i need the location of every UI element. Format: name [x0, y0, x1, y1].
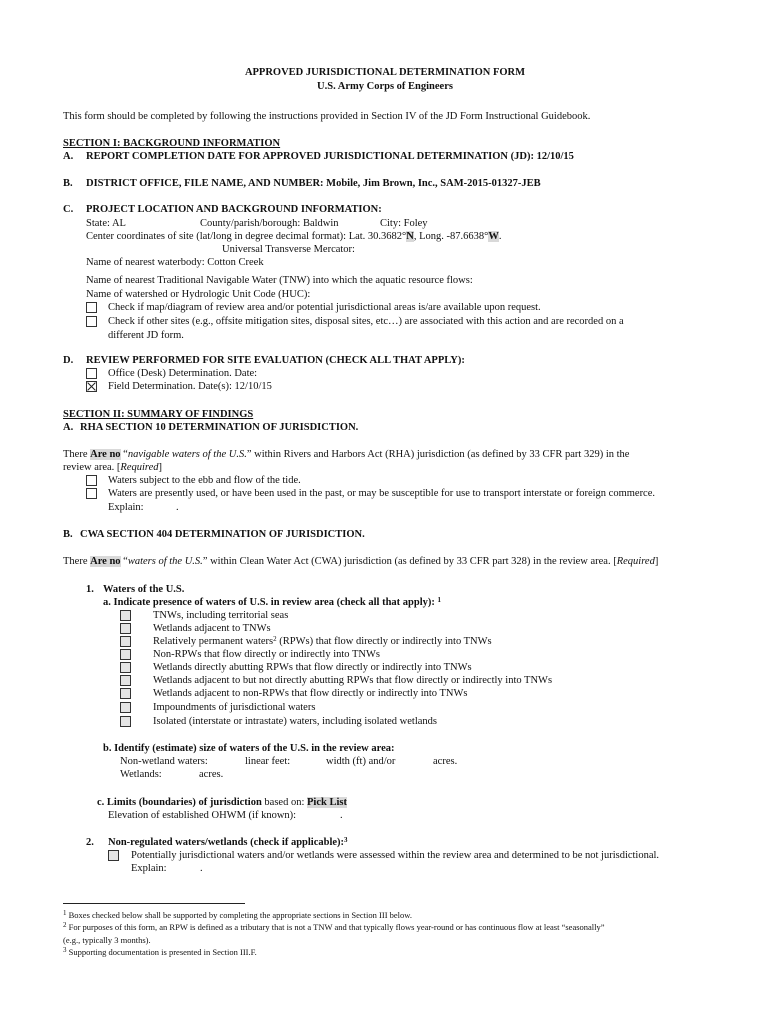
section2-heading: SECTION II: SUMMARY OF FINDINGS [63, 409, 254, 420]
waters-nonrpw-label: Non-RPWs that flow directly or indirectly into TNWs [153, 649, 380, 660]
section1-c-letter: C. [63, 204, 74, 215]
nonwetland-label: Non-wetland waters: [120, 756, 208, 767]
form-title: APPROVED JURISDICTIONAL DETERMINATION FORM [244, 67, 526, 78]
rha-explain-label: Explain: [108, 502, 144, 513]
office-determination-label: Office (Desk) Determination. Date: [108, 368, 258, 379]
section1-heading: SECTION I: BACKGROUND INFORMATION [63, 138, 281, 149]
rha-statement [63, 450, 629, 461]
district-office-label: DISTRICT OFFICE, FILE NAME, AND NUMBER: Mobile, Jim Brown, Inc., SAM-2015-01327-JEB [86, 178, 541, 189]
item1-label: Waters of the U.S. [103, 584, 185, 595]
footnote-1 [63, 911, 412, 920]
rha-navigable-waters: navigable waters of the U.S. [127, 449, 247, 460]
item1-number: 1. [86, 584, 94, 595]
non-regulated-explain-label: Explain: [131, 863, 167, 874]
waters-wetlands-tnw-checkbox[interactable] [120, 623, 131, 634]
item2-number: 2. [86, 837, 94, 848]
footnote-1-number: 1 [63, 909, 67, 917]
rha-statement-line2 [63, 463, 162, 474]
footnote-2-number: 2 [63, 921, 67, 929]
rha-statement-rest: ” within Rivers and Harbors Act (RHA) jurisdiction (as defined by 33 CFR part 329) in the [246, 449, 630, 460]
item2-label [108, 838, 348, 849]
footnote-3 [63, 948, 257, 957]
waters-abutting-rpw-label: Wetlands directly abutting RPWs that flow directly or indirectly into TNWs [153, 662, 472, 673]
waters-rpw-label [153, 637, 492, 648]
rha-review-area: review area. [ [63, 462, 121, 473]
nearest-waterbody: Name of nearest waterbody: Cotton Creek [86, 257, 264, 268]
other-sites-label-cont: different JD form. [108, 330, 184, 341]
waters-isolated-label: Isolated (interstate or intrastate) waters, including isolated wetlands [153, 716, 437, 727]
non-regulated-checkbox[interactable] [108, 850, 119, 861]
field-determination-label: Field Determination. Date(s): 12/10/15 [108, 381, 272, 392]
section2-a-letter: A. [63, 422, 74, 433]
waters-tnw-label: TNWs, including territorial seas [153, 610, 289, 621]
long-direction-dropdown[interactable]: W [488, 231, 499, 242]
form-subtitle: U.S. Army Corps of Engineers [317, 81, 453, 92]
section1-d-letter: D. [63, 355, 74, 366]
cwa-quote-open: “ [120, 556, 128, 567]
waters-abutting-rpw-checkbox[interactable] [120, 662, 131, 673]
rpw-footnote-ref: 2 [273, 635, 277, 643]
waters-adjacent-nonrpw-checkbox[interactable] [120, 688, 131, 699]
nonwetland-acres-label: acres. [433, 756, 458, 767]
ohwm-field[interactable]: . [340, 810, 343, 821]
waters-adjacent-rpw-checkbox[interactable] [120, 675, 131, 686]
waters-impoundments-label: Impoundments of jurisdictional waters [153, 702, 316, 713]
coordinates-prefix: Center coordinates of site (lat/long in degree decimal format): Lat. 30.3682° [86, 231, 407, 242]
waters-isolated-checkbox[interactable] [120, 716, 131, 727]
nearest-tnw: Name of nearest Traditional Navigable Water (TNW) into which the aquatic resource flows: [86, 275, 473, 286]
cwa-determination-label: CWA SECTION 404 DETERMINATION OF JURISDICTION. [80, 529, 365, 540]
rha-explain-field[interactable]: . [176, 502, 179, 513]
watershed-huc: Name of watershed or Hydrologic Unit Code (HUC): [86, 289, 311, 300]
waters-nonrpw-checkbox[interactable] [120, 649, 131, 660]
report-date-label: REPORT COMPLETION DATE FOR APPROVED JURISDICTIONAL DETERMINATION (JD): 12/10/15 [86, 151, 574, 162]
footnote-2-text: For purposes of this form, an RPW is defined as a tributary that is not a TNW and that typically flows year-round or has continuous flow at least “seasonally” [66, 922, 605, 932]
rha-quote-open: “ [120, 449, 128, 460]
cwa-statement [63, 557, 658, 568]
footnote-2-cont: (e.g., typically 3 months). [63, 935, 151, 945]
state-field: State: AL [86, 218, 126, 229]
coordinates-long: , Long. -87.6638° [413, 231, 489, 242]
other-sites-label: Check if other sites (e.g., offsite mitigation sites, disposal sites, etc…) are associated with this action and are recorded on a [108, 316, 624, 327]
rha-determination-label: RHA SECTION 10 DETERMINATION OF JURISDICTION. [80, 422, 359, 433]
item1a-text: a. Indicate presence of waters of U.S. in review area (check all that apply): [103, 597, 435, 608]
footnote-3-text: Supporting documentation is presented in Section III.F. [66, 947, 257, 957]
pick-list-dropdown[interactable]: Pick List [307, 797, 347, 808]
utm-field: Universal Transverse Mercator: [222, 244, 355, 255]
section2-b-letter: B. [63, 529, 73, 540]
item2-footnote-ref: 3 [344, 836, 348, 844]
rha-are-no-dropdown[interactable]: Are no [90, 449, 121, 460]
rha-there: There [63, 449, 88, 460]
tide-label: Waters subject to the ebb and flow of the tide. [108, 475, 301, 486]
waters-wetlands-tnw-label: Wetlands adjacent to TNWs [153, 623, 271, 634]
coordinates-line [86, 232, 501, 243]
rha-required: Required [120, 462, 159, 473]
waters-rpw-text: Relatively permanent waters [153, 636, 274, 647]
item2-text: Non-regulated waters/wetlands (check if applicable): [108, 837, 345, 848]
commerce-checkbox[interactable] [86, 488, 97, 499]
other-sites-checkbox[interactable] [86, 316, 97, 327]
item1a-label [103, 598, 441, 609]
waters-adjacent-rpw-label: Wetlands adjacent to but not directly abutting RPWs that flow directly or indirectly into TNWs [153, 675, 553, 686]
tide-checkbox[interactable] [86, 475, 97, 486]
footnote-1-text: Boxes checked below shall be supported by completing the appropriate sections in Section III below. [66, 910, 412, 920]
width-label: width (ft) and/or [326, 756, 396, 767]
ohwm-label: Elevation of established OHWM (if known): [108, 810, 297, 821]
section1-a-letter: A. [63, 151, 74, 162]
wetlands-label: Wetlands: [120, 769, 162, 780]
item1a-footnote-ref: 1 [437, 596, 441, 604]
lat-direction-dropdown[interactable]: N [406, 231, 414, 242]
field-determination-checkbox[interactable] [86, 381, 97, 392]
office-determination-checkbox[interactable] [86, 368, 97, 379]
cwa-waters: waters of the U.S. [127, 556, 203, 567]
wetlands-acres-label: acres. [199, 769, 224, 780]
item1c-line [97, 798, 347, 809]
waters-impoundments-checkbox[interactable] [120, 702, 131, 713]
intro-text: This form should be completed by following the instructions provided in Section IV of the JD Form Instructional Guidebook. [63, 111, 591, 122]
section1-b-letter: B. [63, 178, 73, 189]
cwa-close: ] [654, 556, 659, 567]
cwa-are-no-dropdown[interactable]: Are no [90, 556, 121, 567]
waters-tnw-checkbox[interactable] [120, 610, 131, 621]
waters-rpw-rest: (RPWs) that flow directly or indirectly into TNWs [276, 636, 492, 647]
footnote-2 [63, 923, 605, 932]
review-performed-label: REVIEW PERFORMED FOR SITE EVALUATION (CHECK ALL THAT APPLY): [86, 355, 465, 366]
waters-rpw-checkbox[interactable] [120, 636, 131, 647]
non-regulated-label: Potentially jurisdictional waters and/or wetlands were assessed within the review area and determined to be not jurisdictional. [131, 850, 660, 861]
map-available-checkbox[interactable] [86, 302, 97, 313]
cwa-statement-rest: ” within Clean Water Act (CWA) jurisdiction (as defined by 33 CFR part 328) in the review area. [ [202, 556, 617, 567]
item1b-label: b. Identify (estimate) size of waters of the U.S. in the review area: [103, 743, 395, 754]
county-field: County/parish/borough: Baldwin [200, 218, 339, 229]
commerce-label: Waters are presently used, or have been used in the past, or may be susceptible for use to transport interstate or foreign commerce. [108, 488, 656, 499]
item1c-label: c. Limits (boundaries) of jurisdiction [97, 797, 262, 808]
footnote-divider [63, 903, 245, 904]
cwa-there: There [63, 556, 88, 567]
cwa-required: Required [616, 556, 655, 567]
rha-close: ] [158, 462, 163, 473]
linear-feet-label: linear feet: [245, 756, 291, 767]
project-location-label: PROJECT LOCATION AND BACKGROUND INFORMATION: [86, 204, 382, 215]
coordinates-end: . [498, 231, 502, 242]
non-regulated-explain-field[interactable]: . [200, 863, 203, 874]
footnote-3-number: 3 [63, 946, 67, 954]
waters-adjacent-nonrpw-label: Wetlands adjacent to non-RPWs that flow directly or indirectly into TNWs [153, 688, 468, 699]
city-field: City: Foley [380, 218, 428, 229]
map-available-label: Check if map/diagram of review area and/or potential jurisdictional areas is/are available upon request. [108, 302, 541, 313]
item1c-based-on: based on: [261, 797, 307, 808]
